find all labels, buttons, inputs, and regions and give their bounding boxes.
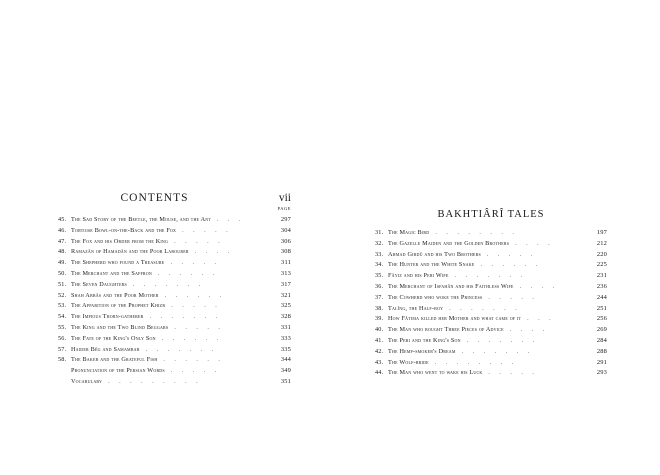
entry-title: The Fate of the King's Only Son: [71, 334, 156, 342]
toc-entry: [375, 250, 607, 261]
entry-title: The Merchant of Isfahân and his Faithless Wife: [388, 282, 514, 290]
entry-number: 49.: [58, 259, 67, 267]
entry-page-number: 325: [280, 302, 291, 310]
dot-leader: . . . . . . .: [449, 305, 521, 312]
toc-entry: [375, 314, 607, 325]
entry-title: The Impious Thorn-gatherer: [71, 313, 144, 321]
entry-title: Tortoise Bowl-on-the-Back and the Fox: [71, 226, 177, 234]
entry-page-number: 306: [280, 237, 291, 245]
dot-leader: . . . . . . .: [454, 273, 527, 280]
dot-leader: . . . . . . .: [132, 281, 205, 288]
dot-leader: . . . . . .: [163, 357, 224, 364]
dot-leader: . . . . . . . .: [435, 230, 518, 236]
entry-page-number: 251: [596, 304, 607, 312]
right-page: [375, 209, 607, 379]
left-page: [58, 192, 291, 388]
toc-entry: [375, 293, 607, 304]
entry-title: The Cowherd who woke the Princess: [388, 293, 483, 301]
entry-title: The Hemp-smoker's Dream: [388, 347, 456, 355]
entry-title: The Wolf-bride: [388, 358, 429, 366]
entry-page-number: 236: [596, 282, 607, 290]
entry-page-number: 349: [280, 367, 291, 375]
dot-leader: . . .: [216, 217, 245, 223]
dot-leader: . . . . .: [182, 227, 232, 234]
dot-leader: . . . . .: [170, 368, 221, 375]
entry-title: Shah Abbâs and the Poor Mother: [71, 291, 159, 299]
toc-entry: [58, 215, 291, 226]
toc-entry: [58, 269, 291, 280]
entry-number: 48.: [58, 248, 67, 256]
entry-number: 45.: [58, 216, 67, 223]
page-number: vii: [278, 192, 291, 204]
dot-leader: . . . . .: [174, 324, 224, 331]
entry-number: 41.: [375, 336, 384, 344]
entry-number: 32.: [375, 239, 384, 247]
entry-page-number: 244: [596, 293, 607, 301]
entry-title: Ramazân of Hamadân and the Poor Labourer: [71, 248, 189, 256]
entry-number: 51.: [58, 280, 67, 288]
toc-entry: [375, 260, 607, 271]
entry-page-number: 269: [596, 326, 607, 334]
toc-entry: [58, 323, 291, 334]
toc-entry: [58, 226, 291, 237]
entry-title: The Magic Bird: [388, 229, 430, 236]
entry-title: Pronunciation of the Persian Words: [71, 367, 165, 375]
entry-number: 46.: [58, 226, 67, 234]
entry-number: 42.: [375, 347, 384, 355]
entry-title: The Gazelle Maiden and the Golden Brothers: [388, 239, 510, 247]
dot-leader: . . . . .: [488, 370, 538, 377]
entry-page-number: 304: [280, 226, 291, 234]
entry-number: 50.: [58, 269, 67, 277]
entry-page-number: 333: [280, 334, 291, 342]
toc-entry: [375, 325, 607, 336]
dot-leader: . . . .: [509, 327, 549, 334]
entry-title: The Apparition of the Prophet Khizr: [71, 302, 166, 310]
entry-page-number: 328: [280, 313, 291, 321]
dot-leader: . . . . . . .: [461, 348, 534, 355]
entry-page-number: 297: [280, 216, 291, 223]
toc-entry: [58, 345, 291, 356]
entry-page-number: 331: [280, 323, 291, 331]
entry-title: How Fâtima killed her Mother and what came of it: [388, 315, 522, 323]
toc-entry: [58, 334, 291, 345]
entry-number: 39.: [375, 315, 384, 323]
toc-entry: [58, 301, 291, 312]
entry-page-number: 293: [596, 369, 607, 377]
toc-entry: [375, 368, 607, 379]
entry-number: 56.: [58, 334, 67, 342]
toc-entry: [58, 237, 291, 248]
toc-entry: [58, 312, 291, 323]
toc-entry: [58, 280, 291, 291]
toc-entry: [375, 336, 607, 347]
dot-leader: . . . .: [519, 283, 559, 290]
dot-leader: . . . . . .: [164, 292, 226, 299]
entry-title: Ahmad Girdû and his Two Brothers: [388, 250, 481, 258]
entry-number: 44.: [375, 369, 384, 377]
entry-number: 35.: [375, 272, 384, 280]
entry-number: 54.: [58, 313, 67, 321]
entry-title: The Hunter and the White Snake: [388, 261, 475, 269]
right-page-title: BAKHTIÂRÎ TALES: [437, 209, 545, 220]
toc-entry: [375, 239, 607, 250]
entry-page-number: 351: [280, 377, 291, 385]
entry-number: 53.: [58, 302, 67, 310]
entry-title: The Merchant and the Saffron: [71, 269, 152, 277]
toc-entry: [375, 271, 607, 282]
dot-leader: . . . . . . . .: [434, 359, 518, 366]
toc-entry: [375, 358, 607, 369]
entry-number: 55.: [58, 323, 67, 331]
entry-page-number: 308: [280, 248, 291, 256]
dot-leader: . . .: [527, 316, 555, 323]
toc-entry: [58, 291, 291, 302]
entry-title: Vocabulary: [71, 377, 103, 385]
dot-leader: . . . . . . . . .: [108, 378, 202, 385]
entry-page-number: 197: [596, 229, 607, 236]
entry-page-number: 284: [596, 336, 607, 344]
entry-title: The Baker and the Grateful Fish: [71, 356, 158, 364]
dot-leader: . . . .: [194, 249, 234, 256]
entry-title: The Fox and his Order from the King: [71, 237, 169, 245]
dot-leader: . . . . . . .: [145, 346, 218, 353]
entry-title: The Man who bought Three Pieces of Advice: [388, 326, 504, 334]
entry-page-number: 220: [596, 250, 607, 258]
toc-entry: [58, 258, 291, 269]
toc-entry: [375, 282, 607, 293]
dot-leader: . . . . .: [174, 238, 224, 245]
entry-number: 40.: [375, 326, 384, 334]
entry-page-number: 335: [280, 345, 291, 353]
entry-number: 31.: [375, 229, 384, 236]
dot-leader: . . . . .: [486, 251, 537, 258]
dot-leader: . . . . . .: [480, 262, 541, 269]
entry-page-number: 225: [596, 261, 607, 269]
toc-entry: [58, 377, 291, 388]
entry-number: 43.: [375, 358, 384, 366]
toc-entry: [58, 247, 291, 258]
entry-number: 37.: [375, 293, 384, 301]
entry-title: The Shepherd who found a Treasure: [71, 259, 165, 267]
entry-number: 58.: [58, 356, 67, 364]
toc-entry: [375, 304, 607, 315]
entry-page-number: 212: [596, 239, 607, 247]
entry-title: Fâyiz and his Peri Wife: [388, 272, 449, 280]
dot-leader: . . . . . . .: [149, 314, 222, 321]
dot-leader: . . . . . .: [161, 335, 223, 342]
entry-number: 34.: [375, 261, 384, 269]
dot-leader: . . . . .: [488, 294, 538, 301]
entry-page-number: 321: [280, 291, 291, 299]
entry-title: The Sad Story of the Beetle, the Mouse, and the Ant: [71, 216, 211, 223]
toc-entry: [58, 366, 291, 377]
entry-page-number: 313: [280, 269, 291, 277]
dot-leader: . . . . .: [171, 303, 221, 310]
entry-page-number: 256: [596, 315, 607, 323]
right-toc-list: [375, 228, 607, 379]
entry-title: The King and the Two Blind Beggars: [71, 323, 169, 331]
page-column-label: PAGE: [277, 206, 291, 211]
entry-title: Haider Bêg and Samambar: [71, 345, 140, 353]
entry-number: 38.: [375, 304, 384, 312]
toc-entry: [375, 228, 607, 239]
entry-title: The Seven Daughters: [71, 280, 127, 288]
entry-title: Talîng, the Half-boy: [388, 304, 444, 312]
entry-number: 52.: [58, 291, 67, 299]
entry-number: 36.: [375, 282, 384, 290]
entry-number: 47.: [58, 237, 67, 245]
toc-entry: [375, 347, 607, 358]
left-toc-list: [58, 215, 291, 388]
left-heading: [58, 192, 291, 211]
entry-page-number: 317: [280, 280, 291, 288]
dot-leader: . . . .: [515, 240, 554, 247]
entry-page-number: 288: [596, 347, 607, 355]
entry-number: 33.: [375, 250, 384, 258]
entry-title: The Peri and the King's Son: [388, 336, 461, 344]
entry-page-number: 291: [596, 358, 607, 366]
dot-leader: . . . . . .: [157, 270, 219, 277]
entry-page-number: 231: [596, 272, 607, 280]
entry-number: 57.: [58, 345, 67, 353]
entry-page-number: 344: [280, 356, 291, 364]
entry-page-number: 311: [281, 259, 291, 267]
dot-leader: . . . . . . .: [466, 337, 539, 344]
dot-leader: . . . . .: [170, 260, 220, 267]
contents-title: CONTENTS: [120, 192, 189, 204]
entry-title: The Man who went to wake his Luck: [388, 369, 483, 377]
toc-entry: [58, 355, 291, 366]
